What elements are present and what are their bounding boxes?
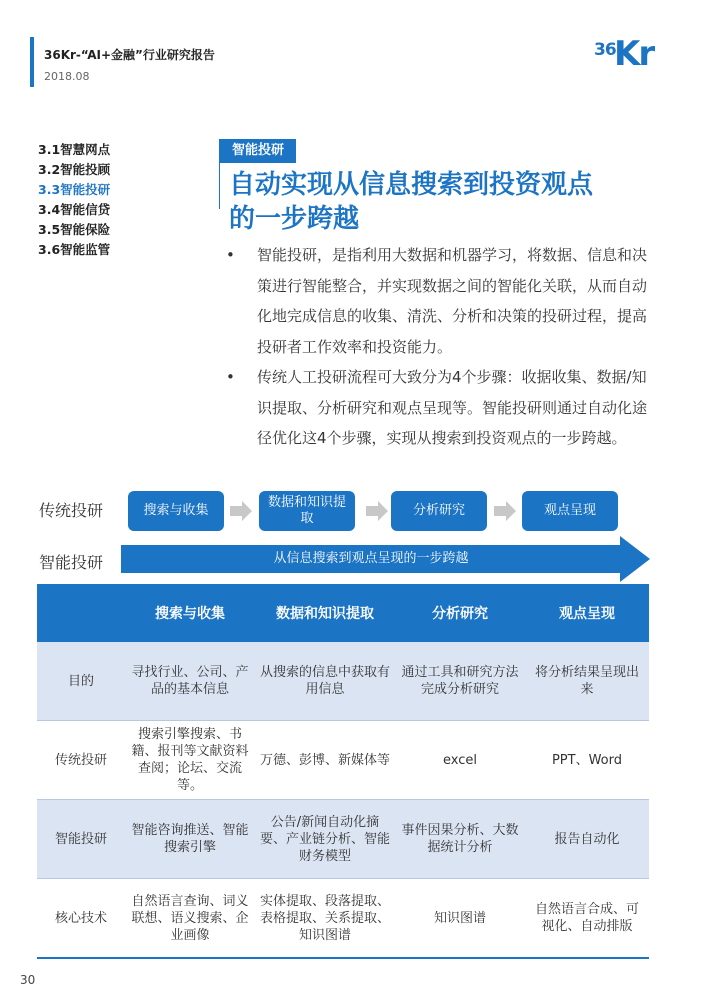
bullet-list (226, 240, 650, 454)
big-arrow-head-icon (620, 536, 650, 582)
report-title: 36Kr-“AI+金融”行业研究报告 (44, 48, 215, 62)
table-cell: 实体提取、段落提取、表格提取、关系提取、知识图谱 (255, 879, 395, 959)
bullet-item: • 智能投研，是指利用大数据和机器学习，将数据、信息和决策进行智能整合，并实现数据之间的智能化关联，从而自动化地完成信息的收集、清洗、分析和决策的投研过程，提高投研者工作效率和投资能力。 (226, 246, 648, 356)
table-cell: 智能咨询推送、智能搜索引擎 (125, 800, 255, 879)
toc-item[interactable]: 3.2智能投顾 (38, 162, 111, 177)
table-header (37, 584, 125, 642)
table-cell: 核心技术 (37, 879, 125, 959)
table-row (37, 642, 649, 721)
table-cell: 智能投研 (37, 800, 125, 879)
arrow-right-icon (494, 500, 516, 522)
table-cell: 知识图谱 (395, 879, 525, 959)
step-box-analysis: 分析研究 (391, 491, 487, 531)
table-cell: 公告/新闻自动化摘要、产业链分析、智能财务模型 (255, 800, 395, 879)
table-cell: 万德、彭博、新媒体等 (255, 721, 395, 800)
table-cell: 目的 (37, 642, 125, 721)
arrow-right-icon (366, 500, 388, 522)
big-arrow-label: 从信息搜索到观点呈现的一步跨越 (273, 551, 469, 566)
table-cell: 寻找行业、公司、产品的基本信息 (125, 642, 255, 721)
step-box-search: 搜索与收集 (128, 491, 224, 531)
report-date: 2018.08 (44, 70, 90, 83)
table-cell: 自然语言合成、可视化、自动排版 (525, 879, 649, 959)
table-cell: 搜索引擎搜索、书籍、报刊等文献资料查阅；论坛、交流等。 (125, 721, 255, 800)
table-row (37, 800, 649, 879)
table-header-row (37, 584, 649, 642)
toc-item[interactable]: 3.1智慧网点 (38, 142, 111, 157)
table-cell: PPT、Word (525, 721, 649, 800)
table-header: 数据和知识提取 (255, 584, 395, 642)
table-cell: 报告自动化 (525, 800, 649, 879)
table-cell: 自然语言查询、词义联想、语义搜索、企业画像 (125, 879, 255, 959)
table-cell: 从搜索的信息中获取有用信息 (255, 642, 395, 721)
page-title: 自动实现从信息搜索到投资观点 的一步跨越 (229, 170, 594, 234)
table-cell: 事件因果分析、大数据统计分析 (395, 800, 525, 879)
toc-item[interactable]: 3.5智能保险 (38, 222, 111, 237)
toc-item[interactable]: 3.3智能投研 (38, 182, 111, 197)
header-accent-bar (30, 37, 34, 87)
arrow-right-icon (230, 500, 252, 522)
table-cell: 传统投研 (37, 721, 125, 800)
table-cell: 将分析结果呈现出来 (525, 642, 649, 721)
table-header: 观点呈现 (525, 584, 649, 642)
section-tag: 智能投研 (220, 139, 296, 163)
table-header: 分析研究 (395, 584, 525, 642)
page-number: 30 (20, 973, 36, 987)
table-cell: 通过工具和研究方法完成分析研究 (395, 642, 525, 721)
toc-item[interactable]: 3.6智能监管 (38, 242, 111, 257)
table-cell: excel (395, 721, 525, 800)
table-header: 搜索与收集 (125, 584, 255, 642)
step-box-present: 观点呈现 (522, 491, 618, 531)
comparison-table (37, 584, 649, 959)
step-box-extract: 数据和知识提取 (259, 491, 355, 531)
traditional-research-label: 传统投研 (39, 501, 104, 520)
toc-item[interactable]: 3.4智能信贷 (38, 202, 111, 217)
smart-research-label: 智能投研 (39, 553, 104, 572)
table-row (37, 721, 649, 800)
table-row (37, 879, 649, 959)
section-toc (38, 140, 110, 260)
bullet-item: • 传统人工投研流程可大致分为4个步骤：收据收集、数据/知识提取、分析研究和观点呈现等。智能投研则通过自动化途径优化这4个步骤，实现从搜索到投资观点的一步跨越。 (226, 368, 648, 447)
